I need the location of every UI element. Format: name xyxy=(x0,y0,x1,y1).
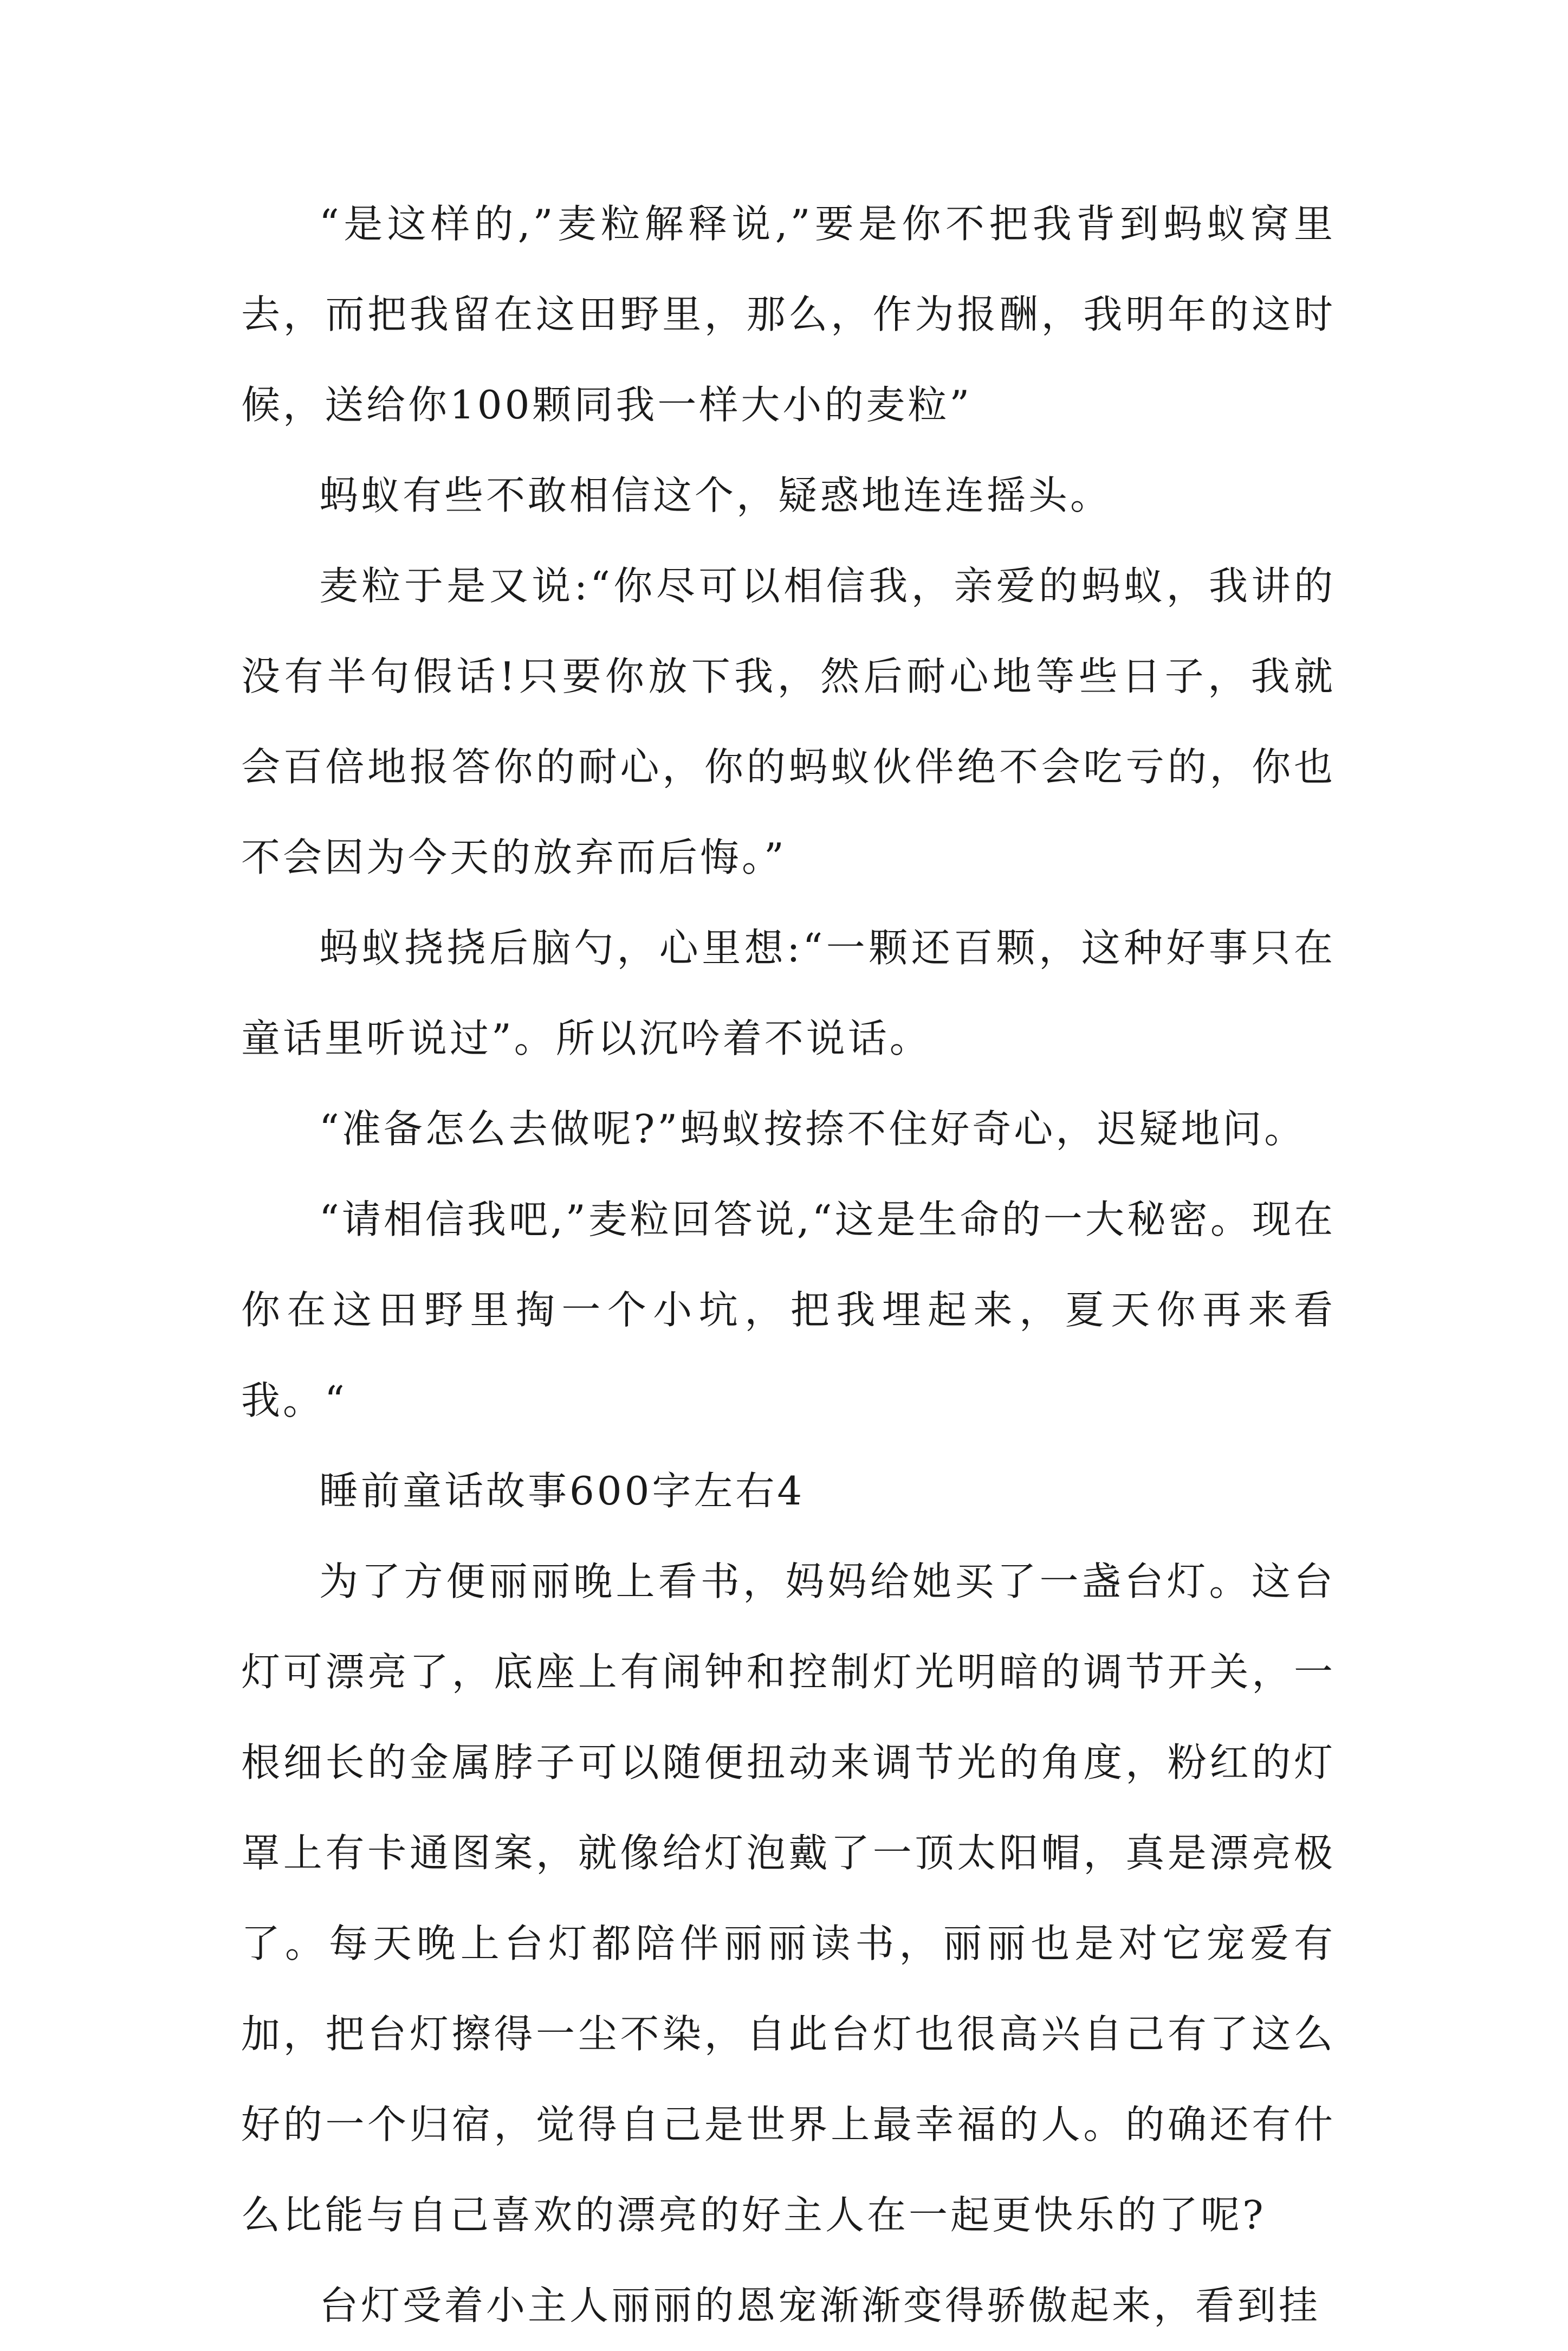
paragraph: 麦粒于是又说:“你尽可以相信我，亲爱的蚂蚁，我讲的没有半句假话!只要你放下我，然后耐心地等些日子，我就会百倍地报答你的耐心，你的蚂蚁伙伴绝不会吃亏的，你也不会因为今天的放弃而后悔。” xyxy=(241,563,1336,880)
paragraph: 台灯受着小主人丽丽的恩宠渐渐变得骄傲起来，看到挂 xyxy=(319,2283,1321,2328)
paragraph: “是这样的,”麦粒解释说,”要是你不把我背到蚂蚁窝里去，而把我留在这田野里，那么，作为报酬，我明年的这时候，送给你100颗同我一样大小的麦粒” xyxy=(241,201,1336,428)
paragraph: 蚂蚁挠挠后脑勺，心里想:“一颗还百颗，这种好事只在童话里听说过”。所以沉吟着不说话。 xyxy=(241,925,1336,1061)
paragraph: 蚂蚁有些不敢相信这个，疑惑地连连摇头。 xyxy=(319,473,1112,518)
paragraph: “请相信我吧,”麦粒回答说,“这是生命的一大秘密。现在你在这田野里掏一个小坑，把我埋起来，夏天你再来看我。“ xyxy=(241,1197,1336,1423)
body-text xyxy=(241,179,1336,2351)
section-heading: 睡前童话故事600字左右4 xyxy=(319,1468,805,1514)
paragraph: 为了方便丽丽晚上看书，妈妈给她买了一盏台灯。这台灯可漂亮了，底座上有闹钟和控制灯光明暗的调节开关，一根细长的金属脖子可以随便扭动来调节光的角度，粉红的灯罩上有卡通图案，就像给灯泡戴了一顶太阳帽，真是漂亮极了。每天晚上台灯都陪伴丽丽读书，丽丽也是对它宠爱有加，把台灯擦得一尘不染，自此台灯也很高兴自己有了这么好的一个归宿，觉得自己是世界上最幸福的人。的确还有什么比能与自己喜欢的漂亮的好主人在一起更快乐的了呢? xyxy=(241,1559,1336,2238)
paragraph: “准备怎么去做呢?”蚂蚁按捺不住好奇心，迟疑地问。 xyxy=(319,1106,1306,1152)
